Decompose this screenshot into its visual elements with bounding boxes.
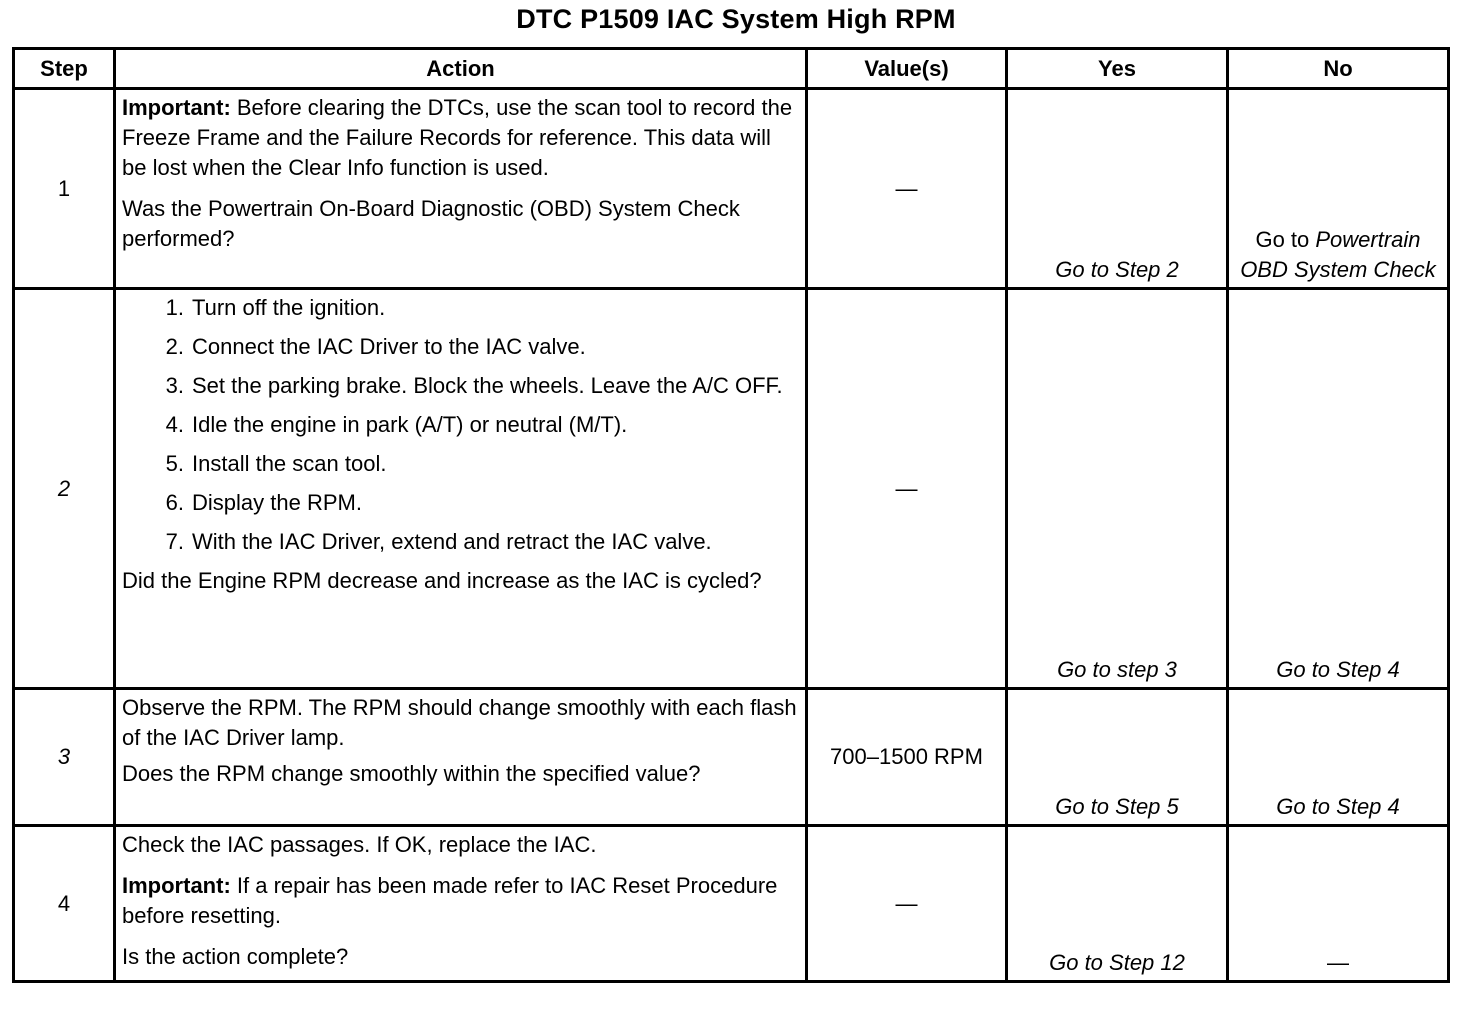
list-item-number: 6. [165,490,184,515]
page-title: DTC P1509 IAC System High RPM [516,4,956,34]
list-item-number: 5. [165,451,184,476]
list-item-text: Idle the engine in park (A/T) or neutral (M/T). [192,412,628,437]
yes-cell: Go to Step 2 [1007,89,1228,289]
value-cell: — [807,826,1007,982]
no-cell [1228,89,1449,289]
action-cell [115,289,807,689]
action-cell [115,826,807,982]
list-item [156,332,797,362]
list-item [156,293,797,323]
important-label: Important: [122,873,231,898]
value-cell: 700–1500 RPM [807,689,1007,826]
table-row [14,289,1449,689]
list-item [156,371,797,401]
procedure-list [122,293,797,557]
important-note [122,871,797,931]
list-item-number: 7. [165,529,184,554]
no-cell: — [1228,826,1449,982]
table-row [14,689,1449,826]
list-item-number: 3. [165,373,184,398]
step-number: 2 [14,289,115,689]
instruction-text: Check the IAC passages. If OK, replace the IAC. [122,832,597,857]
step-number: 4 [14,826,115,982]
list-item-text: Turn off the ignition. [192,295,386,320]
no-cell: Go to Step 4 [1228,689,1449,826]
list-item-number: 4. [165,412,184,437]
no-cell: Go to Step 4 [1228,289,1449,689]
question-text: Did the Engine RPM decrease and increase as the IAC is cycled? [122,568,762,593]
header-no: No [1228,49,1449,89]
important-label: Important: [122,95,231,120]
list-item [156,488,797,518]
list-item-text: With the IAC Driver, extend and retract the IAC valve. [192,529,712,554]
action-cell [115,689,807,826]
header-yes: Yes [1007,49,1228,89]
important-note [122,93,797,183]
value-cell: — [807,289,1007,689]
yes-cell: Go to Step 12 [1007,826,1228,982]
diagnostic-table [12,47,1450,983]
list-item-number: 2. [165,334,184,359]
important-text: If a repair has been made refer to IAC Reset Procedure before resetting. [122,873,778,928]
list-item-text: Set the parking brake. Block the wheels. Leave the A/C OFF. [192,373,783,398]
value-cell: — [807,89,1007,289]
list-item [156,527,797,557]
list-item-text: Display the RPM. [192,490,362,515]
table-row [14,89,1449,289]
list-item [156,449,797,479]
step-number: 3 [14,689,115,826]
yes-cell: Go to step 3 [1007,289,1228,689]
no-prefix: Go to [1255,227,1316,252]
header-values: Value(s) [807,49,1007,89]
header-row [14,49,1449,89]
no-link: Powertrain OBD System Check [1240,227,1436,282]
important-text: Before clearing the DTCs, use the scan tool to record the Freeze Frame and the Failure Records for reference. This data will be lost when the Clear Info function is used. [122,95,793,180]
question-text: Was the Powertrain On-Board Diagnostic (OBD) System Check performed? [122,196,740,251]
header-step: Step [14,49,115,89]
list-item-number: 1. [165,295,184,320]
list-item-text: Install the scan tool. [192,451,387,476]
step-number: 1 [14,89,115,289]
list-item-text: Connect the IAC Driver to the IAC valve. [192,334,586,359]
action-cell [115,89,807,289]
question-text: Does the RPM change smoothly within the specified value? [122,761,701,786]
list-item [156,410,797,440]
question-text: Is the action complete? [122,944,349,969]
instruction-text: Observe the RPM. The RPM should change smoothly with each flash of the IAC Driver lamp. [122,695,797,750]
table-row [14,826,1449,982]
header-action: Action [115,49,807,89]
yes-cell: Go to Step 5 [1007,689,1228,826]
